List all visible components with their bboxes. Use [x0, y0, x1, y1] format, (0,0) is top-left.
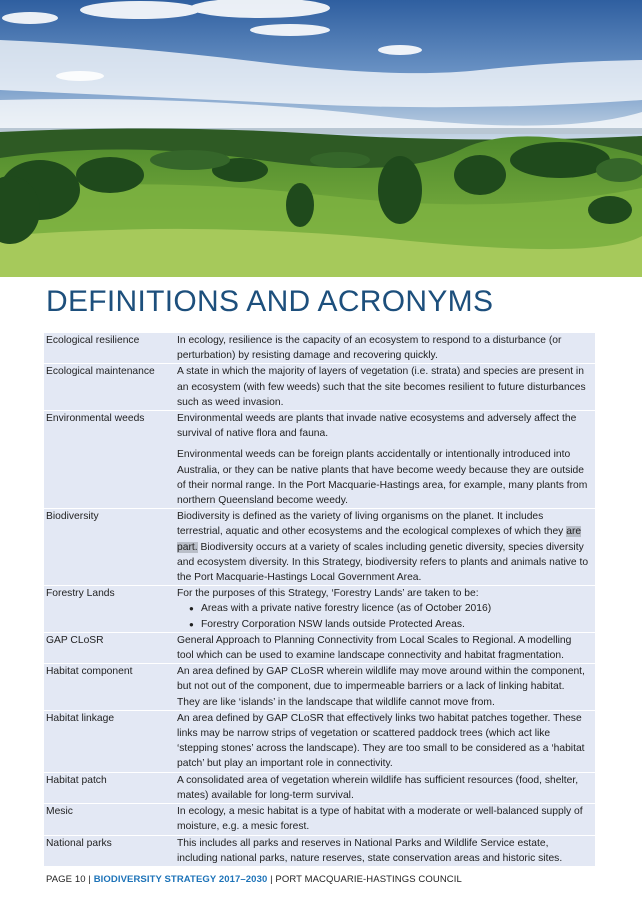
term-cell: Environmental weeds [44, 411, 177, 508]
table-row [44, 711, 595, 772]
table-row [44, 364, 595, 410]
definition-paragraph: Environmental weeds are plants that invade native ecosystems and adversely affect the survival of native flora and fauna. [177, 413, 577, 440]
table-row [44, 664, 595, 710]
table-row [44, 804, 595, 834]
table-row [44, 333, 595, 363]
definition-cell: A consolidated area of vegetation wherein wildlife has sufficient resources (food, shelter, mates) available for long-term survival. [177, 773, 595, 803]
page-number: PAGE 10 [46, 874, 86, 885]
definition-cell [177, 411, 595, 508]
table-row [44, 773, 595, 803]
term-cell: Ecological maintenance [44, 364, 177, 410]
term-cell: Biodiversity [44, 509, 177, 585]
definition-cell: An area defined by GAP CLoSR that effectively links two habitat patches together. These links may be narrow strips of vegetation or scattered paddock trees (which act like ‘stepping stones’ across the landscape). They are too small to be considered as a ‘habitat patch’ but play an important role in connectivity. [177, 711, 595, 772]
table-row [44, 411, 595, 508]
bullet-item: ● Forestry Corporation NSW lands outside Protected Areas. [189, 617, 589, 632]
table-row [44, 836, 595, 866]
term-cell: Ecological resilience [44, 333, 177, 363]
definition-cell: In ecology, resilience is the capacity of an ecosystem to respond to a disturbance (or perturbation) by resisting damage and recovering quickly. [177, 333, 595, 363]
definition-cell [177, 509, 595, 585]
definition-cell: An area defined by GAP CLoSR wherein wildlife may move around within the component, but not out of the component, due to impermeable barriers or a lack of linking habitat. They are like ‘islands’ in the landscape that wildlife cannot move from. [177, 664, 595, 710]
definition-cell: General Approach to Planning Connectivity from Local Scales to Regional. A modelling tool which can be used to examine landscape connectivity and habitat fragmentation. [177, 633, 595, 663]
definition-cell: In ecology, a mesic habitat is a type of habitat with a moderate or well-balanced supply of moisture, e.g. a mesic forest. [177, 804, 595, 834]
term-cell: Forestry Lands [44, 586, 177, 632]
highlighted-text: are part. [177, 526, 582, 553]
term-cell: GAP CLoSR [44, 633, 177, 663]
table-row [44, 509, 595, 585]
table-row [44, 633, 595, 663]
footer-separator: | [88, 874, 91, 885]
term-cell: National parks [44, 836, 177, 866]
hero-landscape-image [0, 0, 642, 277]
definition-text: Biodiversity occurs at a variety of scales including genetic diversity, species diversity and ecosystem diversity. In this Strategy, biodiversity refers to plants and animals native to the Port Macquarie-Hastings Local Government Area. [177, 541, 589, 584]
term-cell: Mesic [44, 804, 177, 834]
footer-document-title: BIODIVERSITY STRATEGY 2017–2030 [93, 874, 268, 885]
term-cell: Habitat linkage [44, 711, 177, 772]
definition-cell: A state in which the majority of layers of vegetation (i.e. strata) and species are present in an ecosystem (with few weeds) such that the site becomes resilient to future disturbances such as weed invasion. [177, 364, 595, 410]
table-row [44, 586, 595, 632]
page-footer [46, 874, 462, 885]
footer-separator: | [270, 874, 273, 885]
term-cell: Habitat component [44, 664, 177, 710]
footer-council-name: PORT MACQUARIE-HASTINGS COUNCIL [275, 874, 462, 885]
definition-intro: For the purposes of this Strategy, ‘Forestry Lands’ are taken to be: [177, 588, 479, 600]
bullet-item: ● Areas with a private native forestry licence (as of October 2016) [189, 601, 589, 616]
page-title: DEFINITIONS AND ACRONYMS [46, 285, 494, 318]
definition-cell: This includes all parks and reserves in National Parks and Wildlife Service estate, including national parks, nature reserves, state conservation areas and historic sites. [177, 836, 595, 866]
definition-text: Biodiversity is defined as the variety of living organisms on the planet. It includes terrestrial, aquatic and other ecosystems and the ecological complexes of which they [177, 511, 564, 538]
term-cell: Habitat patch [44, 773, 177, 803]
definition-cell [177, 586, 595, 632]
definitions-table [44, 332, 595, 867]
definition-paragraph: Environmental weeds can be foreign plants accidentally or intentionally introduced into Australia, or they can be native plants that have become weedy because they are outside of their normal range. In the Port Macquarie-Hastings area, for example, many plants from northern Queensland become weedy. [177, 449, 588, 507]
bullet-list [177, 601, 589, 631]
